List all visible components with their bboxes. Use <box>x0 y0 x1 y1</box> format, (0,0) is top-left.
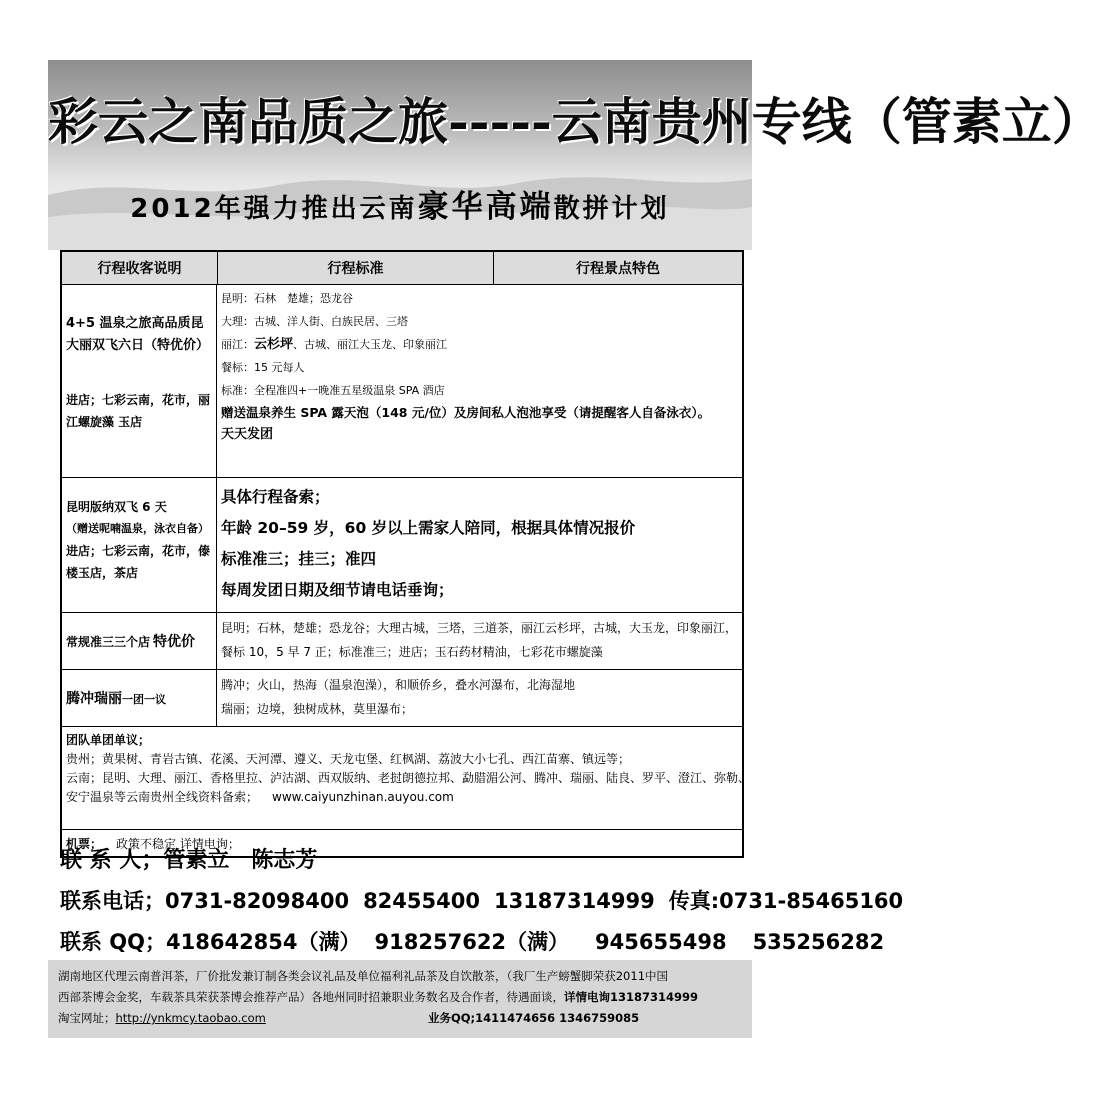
list-item: 每周发团日期及细节请电话垂询； <box>221 581 454 599</box>
row-description <box>62 285 217 477</box>
footer-text: 湖南地区代理云南普洱茶，厂价批发兼订制各类会议礼品及单位福利礼品茶及自饮散茶，（我厂生产螃蟹脚荣获2011中国 <box>58 969 669 983</box>
contact-qq-line <box>60 922 885 963</box>
footer-text: 西部茶博会金奖，车载茶具荣获茶博会推荐产品）各地州同时招兼职业务数名及合作者，待遇面谈，详情电询13187314999 <box>58 990 699 1004</box>
subtitle-highlight: 豪华高端 <box>417 189 554 225</box>
shop-note: 进店；七彩云南，花市，丽江螺旋藻 玉店 <box>66 393 211 429</box>
list-item: 昆明；石林，楚雄；恐龙谷；大理古城，三塔，三道茶，丽江云杉坪，古城，大玉龙，印象丽江， <box>221 621 738 635</box>
footer-hotline: 详情电询13187314999 <box>564 990 699 1004</box>
shop-label: 淘宝网址； <box>58 1011 116 1025</box>
shop-note: 进店；七彩云南，花市，傣楼玉店，茶店 <box>66 544 211 580</box>
tour-title: 腾冲瑞丽 <box>66 691 122 707</box>
list-item: 昆明：石林 楚雄；恐龙谷 <box>221 292 353 305</box>
website-link[interactable]: www.caiyunzhinan.auyou.com <box>272 790 454 804</box>
subtitle-part-c: 散拼计划 <box>553 194 670 224</box>
list-item: 安宁温泉等云南贵州全线资料备索； www.caiyunzhinan.auyou.com <box>66 790 454 804</box>
subtitle-part-a: 2012年强力推出云南 <box>130 194 418 224</box>
row-details <box>217 285 742 477</box>
qq-number[interactable]: 418642854（满） <box>166 930 361 954</box>
qq-number[interactable]: 918257622（满） <box>374 930 570 954</box>
list-item: 云南；昆明、大理、丽江、香格里拉、泸沽湖、西双版纳、老挝朗德拉邦、勐腊湄公河、腾冲、瑞丽、陆良、罗平、澄江、弥勒、 <box>66 771 751 785</box>
ticket-text: 政策不稳定 详情电询； <box>116 836 240 851</box>
row-description <box>62 478 217 612</box>
list-item: 腾冲；火山，热海（温泉泡澡），和顺侨乡，叠水河瀑布，北海湿地 <box>221 678 576 692</box>
departure-note: 天天发团 <box>221 427 274 442</box>
row-description <box>62 613 217 669</box>
list-item: 标准：全程准四+一晚准五星级温泉 SPA 酒店 <box>221 384 445 397</box>
qq-number[interactable]: 535256282 <box>752 930 885 954</box>
tour-title: 4+5 温泉之旅高品质昆大丽双飞六日（特优价） <box>66 316 210 353</box>
phone-number[interactable]: 82455400 <box>363 889 480 913</box>
phone-label: 联系电话； <box>60 889 165 913</box>
row-description <box>62 670 217 726</box>
header-cell: 行程景点特色 <box>576 261 660 277</box>
tour-title: 昆明版纳双飞 6 天 <box>66 500 167 514</box>
row-details <box>217 613 742 669</box>
list-item: 贵州；黄果树、青岩古镇、花溪、天河潭、遵义、天龙屯堡、红枫湖、荔波大小七孔、西江苗寨、镇远等； <box>66 752 631 766</box>
list-item: 餐标：15 元每人 <box>221 361 305 374</box>
list-item: 大理：古城、洋人街、白族民居、三塔 <box>221 315 408 328</box>
table-header <box>62 252 742 285</box>
header-cell: 行程收客说明 <box>62 252 218 284</box>
group-tour-section <box>62 727 751 829</box>
tour-title: 常规准三三个店 <box>66 635 151 649</box>
list-item: 年龄 20–59 岁，60 岁以上需家人陪同，根据具体情况报价 <box>221 519 636 537</box>
footer-links <box>58 1008 742 1029</box>
section-title: 团队单团单议； <box>66 733 151 747</box>
qq-label: 联系 QQ； <box>60 930 167 954</box>
itinerary-table <box>60 250 751 858</box>
contact-block <box>60 840 904 963</box>
row-details <box>217 478 742 612</box>
table-row <box>62 478 742 613</box>
subtitle <box>48 190 752 226</box>
price-tag: 一团一议 <box>122 693 166 706</box>
phone-number[interactable]: 0731-82098400 <box>165 889 350 913</box>
list-item: 标准准三；挂三；准四 <box>221 550 377 568</box>
price-tag: 特优价 <box>153 634 196 650</box>
qq-number[interactable]: 945655498 <box>595 930 727 954</box>
row-details <box>217 670 742 726</box>
list-item: 餐标 10，5 早 7 正；标准准三；进店；玉石药材精油，七彩花市螺旋藻 <box>221 645 603 659</box>
table-row <box>62 613 742 670</box>
table-row <box>62 670 742 727</box>
list-item: 具体行程备索； <box>221 488 330 506</box>
list-item: 瑞丽；边境，独树成林，莫里瀑布； <box>221 702 414 716</box>
list-item: 丽江：云杉坪、古城、丽江大玉龙、印象丽江 <box>221 337 448 352</box>
contact-person-label: 联 系 人； <box>60 848 164 873</box>
gift-note: 赠送温泉养生 SPA 露天泡（148 元/位）及房间私人泡池享受（请提醒客人自备泳衣）。 <box>221 405 711 420</box>
tour-subtitle: （赠送呢喃温泉，泳衣自备） <box>66 522 209 535</box>
banner <box>48 60 1102 250</box>
header-cell: 行程标准 <box>218 252 494 284</box>
table-row <box>62 727 751 830</box>
phone-number[interactable]: 13187314999 <box>493 889 655 913</box>
shop-link[interactable]: http://ynkmcy.taobao.com <box>115 1011 266 1025</box>
flyer <box>48 60 1102 1038</box>
contact-person-line <box>60 840 750 881</box>
business-qq: 业务QQ;1411474656 1346759085 <box>428 1011 640 1025</box>
page-title: 彩云之南品质之旅-----云南贵州专线（管素立） <box>48 92 1102 151</box>
table-row <box>62 285 742 478</box>
footer <box>48 960 752 1038</box>
contact-phone-line <box>60 881 904 922</box>
fax-number[interactable]: 传真:0731-85465160 <box>668 889 904 913</box>
contact-person-names: 管素立 陈志芳 <box>163 848 318 873</box>
ticket-label: 机票； <box>66 836 103 851</box>
